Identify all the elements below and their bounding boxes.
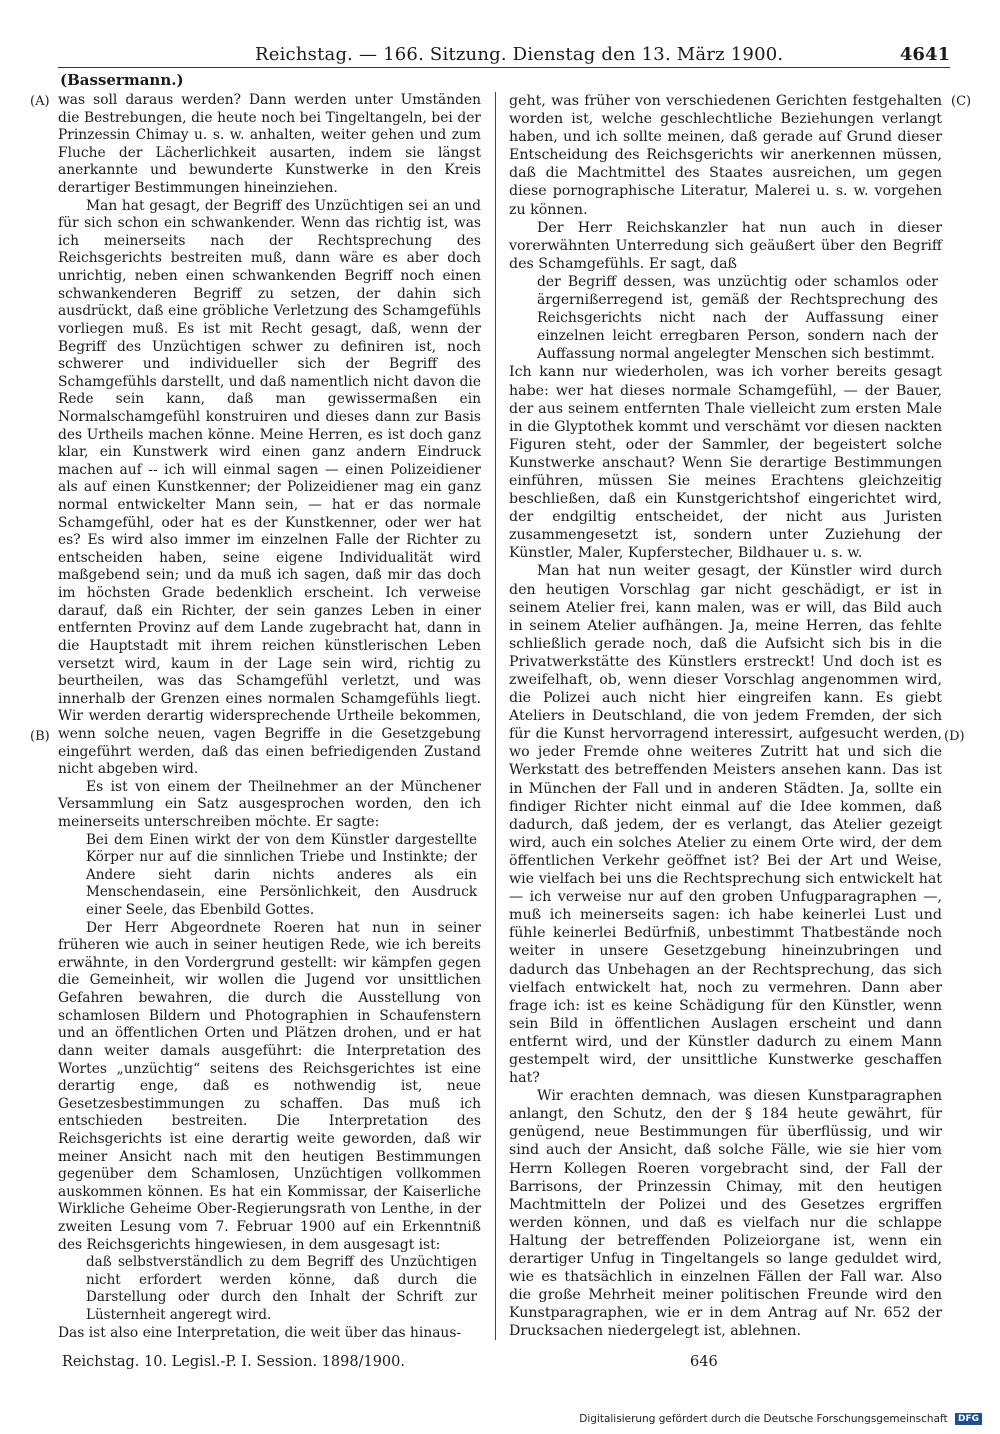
paragraph: Man hat gesagt, der Begriff des Unzüchtigen sei an und für sich schon ein schwankender. Wenn das richtig ist, was ich meinerseits nach der Rechtsprechung des Reichsgerichts bestreiten muß, dann wäre es aber doch unrichtig, neben einen schwankenden Begriff noch einen schwankenderen Begriff zu setzen, der dahin sich ausdrückt, daß eine gröbliche Verletzung des Schamgefühls vorliegen muß. Es ist mit Recht gesagt, daß, wenn der Begriff des Unzüchtigen schwer zu definiren ist, noch schwerer und individueller sich der Begriff des Schamgefühls darstellt, und daß namentlich nicht davon die Rede sein kann, daß man gewissermaßen ein Normalschamgefühl konstruiren und dieses dann zur Basis des Urtheils machen könne. Meine Herren, es ist doch ganz klar, ein Kunstwerk wird einen ganz andern Eindruck machen auf -- ich will einmal sagen — einen Polizeidiener als auf einen Kunstkenner; der Polizeidiener mag ein ganz normal entwickelter Mann sein, — hat er das normale Schamgefühl, oder hat es der Kunstkenner, oder wer hat es? Es wird also immer im einzelnen Falle der Richter zu entscheiden haben, seine eigene Individualität wird maßgebend sein; und da muß ich sagen, daß mir das doch im höchsten Grade bedenklich erscheint. Ich verweise darauf, daß ein Richter, der sein ganzes Leben in einer entfernten Provinz auf dem Lande zugebracht hat, dann in die Hauptstadt mit ihrem reichen künstlerischen Leben versetzt wird, kaum in der Lage sein wird, richtig zu beurtheilen, was das Schamgefühl verletzt, und was innerhalb der Grenzen eines normalen Schamgefühls liegt. Wir werden derartig widersprechende Urtheile bekommen, wenn solche neuen, vagen Begriffe in die Gesetzgebung eingeführt werden, daß das einen befriedigenden Zustand nicht abgeben wird.	[58, 197, 481, 778]
running-title: Reichstag. — 166. Sitzung. Dienstag den 13. März 1900.	[255, 44, 784, 65]
speaker-name: (Bassermann.)	[60, 71, 184, 89]
block-quote: der Begriff dessen, was unzüchtig oder schamlos oder ärgernißerregend ist, gemäß der Rechtsprechung des Reichsgerichts nicht nach der Auffassung einer einzelnen leicht erregbaren Person, sondern nach der Auffassung normal angelegter Menschen sich bestimmt.	[537, 273, 938, 363]
block-quote: daß selbstverständlich zu dem Begriff des Unzüchtigen nicht erfordert werden könne, daß durch die Darstellung oder durch den Inhalt der Schrift zur Lüsternheit angeregt wird.	[86, 1254, 477, 1324]
margin-marker-a: (A)	[30, 94, 50, 109]
digitization-credit	[579, 1413, 982, 1425]
left-column	[58, 92, 481, 1342]
margin-marker-b: (B)	[30, 729, 50, 744]
credit-text: Digitalisierung gefördert durch die Deutsche Forschungsgemeinschaft	[579, 1413, 948, 1425]
paragraph: geht, was früher von verschiedenen Gerichten festgehalten worden ist, welche geschlechtliche Beziehungen verlangt haben, und ich sollte meinen, daß gerade auf Grund dieser Entscheidung des Reichsgerichts wir anerkennen müssen, daß die Machtmittel des Staates ausreichen, um gegen diese pornographische Literatur, Malerei u. s. w. vorgehen zu können.	[509, 93, 942, 218]
header-rule	[58, 67, 950, 68]
paragraph: Wir erachten demnach, was diesen Kunstparagraphen anlangt, den Schutz, den der § 184 heute gewährt, für genügend, neue Bestimmungen für überflüssig, und wir sind auch der Ansicht, daß solche Fälle, wie sie hier vom Herrn Kollegen Roeren vorgebracht sind, der Fall der Barrisons, der Prinzessin Chimay, mit den heutigen Machtmitteln der Polizei und des Gesetzes ergriffen werden können, und daß es vielfach nur die schlappe Haltung der betreffenden Polizeiorgane ist, wenn ein derartiger Unfug in Tingeltangels so lange geduldet wird, wie es thatsächlich in einzelnen Fällen der Fall war. Also die große Mehrheit meiner politischen Freunde wird den Kunstparagraphen, wie er in dem Antrag auf Nr. 652 der Drucksachen niedergelegt ist, ablehnen.	[509, 1088, 942, 1340]
paragraph: Der Herr Reichskanzler hat nun auch in dieser vorerwähnten Unterredung sich geäußert über den Begriff des Schamgefühls. Er sagt, daß	[509, 219, 942, 272]
paragraph: Ich kann nur wiederholen, was ich vorher bereits gesagt habe: wer hat dieses normale Schamgefühl, — der Bauer, der aus seinem entfernten Thale vielleicht zum ersten Male in die Glyptothek kommt und verschämt vor diesen nackten Figuren steht, oder der Sammler, der begeistert solche Kunstwerke anschaut? Wenn Sie derartige Bestimmungen einführen, müssen Sie meines Erachtens gleichzeitig beschließen, daß ein Kunstgerichtshof eingerichtet wird, der endgiltig entscheidet, der nicht aus Juristen zusammengesetzt ist, sondern unter Zuziehung der Künstler, Maler, Kupferstecher, Bildhauer u. s. w.	[509, 364, 942, 562]
margin-marker-d: (D)	[944, 729, 965, 744]
page-number: 4641	[899, 44, 950, 65]
dfg-logo: DFG	[955, 1413, 982, 1425]
paragraph: Man hat nun weiter gesagt, der Künstler wird durch den heutigen Vorschlag gar nicht geschädigt, er ist in seinem Atelier frei, kann malen, was er will, das Bild auch in seinem Atelier aufhängen. Ja, meine Herren, das fehlte schließlich gerade noch, daß die Aufsicht sich bis in die Privatwerkstätte des Künstlers erstreckt! Und doch ist es zweifelhaft, ob, wenn dieser Vorschlag angenommen wird, die Polizei auch nicht hier eingreifen kann. Es giebt Ateliers in Deutschland, die von jedem Fremden, der sich für die Kunst hervorragend interessirt, aufgesucht werden, wo jeder Fremde ohne weiteres Zutritt hat und sich die Werkstatt des betreffenden Meisters ansehen kann. Das ist in München der Fall und in anderen Städten. Ja, sollte ein findiger Richter nicht einmal auf die Idee kommen, daß dadurch, daß jedem, der es verlangt, das Atelier gezeigt wird, auch ein solches Atelier zu einem Orte wird, der dem öffentlichen Verkehr geöffnet ist? Bei der Art und Weise, wie vielfach bei uns die Rechtsprechung sich entwickelt hat — ich verweise nur auf den groben Unfugparagraphen —, muß ich meinerseits sagen: ich habe keinerlei Lust und fühle keinerlei Bedürfniß, unbestimmt Thatbestände noch weiter in unsere Gesetzgebung hineinzubringen und dadurch das Unbehagen an der Rechtsprechung, das sich vielfach entwickelt hat, noch zu vermehren. Dann aber frage ich: ist es keine Schädigung für den Künstler, wenn sein Bild in öffentlichen Auslagen erscheint und dann entfernt wird, und der Künstler dadurch zu einem Mann gestempelt wird, der unsittliche Kunstwerke geschaffen hat?	[509, 563, 942, 1087]
paragraph: was soll daraus werden? Dann werden unter Umständen die Bestrebungen, die heute noch bei Tingeltangeln, bei der Prinzessin Chimay u. s. w. anhalten, weiter gehen und zum Fluche der Lächerlichkeit ausarten, indem sie längst anerkannte und bewunderte Kunstwerke in den Kreis derartiger Bestimmungen hineinziehen.	[58, 92, 481, 197]
paragraph: Der Herr Abgeordnete Roeren hat nun in seiner früheren wie auch in seiner heutigen Rede, wie ich bereits erwähnte, in den Vordergrund gestellt: wir kämpfen gegen die Gemeinheit, wir wollen die Jugend vor unsittlichen Gefahren bewahren, die durch die Ausstellung von schamlosen Bildern und Photographien in Schaufenstern und an öffentlichen Orten und Plätzen drohen, und er hat dann weiter damals ausgeführt: die Interpretation des Wortes „unzüchtig“ seitens des Reichsgerichtes ist eine derartig enge, daß es nothwendig ist, neue Gesetzesbestimmungen zu schaffen. Das muß ich entschieden bestreiten. Die Interpretation des Reichsgerichts ist eine derartig weite geworden, daß wir meiner Ansicht nach mit den heutigen Bestimmungen gegenüber dem Schamlosen, Unzüchtigen vollkommen auskommen können. Es hat ein Kommissar, der Kaiserliche Wirkliche Geheime Ober-Regierungsrath von Lenthe, in der zweiten Lesung vom 7. Februar 1900 auf ein Erkenntniß des Reichsgerichts hingewiesen, in dem ausgesagt ist:	[58, 919, 481, 1253]
footer-sheet-number: 646	[690, 1354, 718, 1370]
paragraph: Das ist also eine Interpretation, die weit über das hinaus-	[58, 1324, 462, 1341]
margin-marker-c: (C)	[951, 94, 972, 109]
block-quote: Bei dem Einen wirkt der von dem Künstler dargestellte Körper nur auf die sinnlichen Triebe und Instinkte; der Andere sieht darin nichts anderes als ein Menschendasein, eine Persönlichkeit, den Ausdruck einer Seele, das Ebenbild Gottes.	[86, 831, 477, 919]
footer-session: Reichstag. 10. Legisl.-P. I. Session. 1898/1900.	[62, 1354, 405, 1370]
paragraph: Es ist von einem der Theilnehmer an der Münchener Versammlung ein Satz ausgesprochen worden, den ich meinerseits unterschreiben möchte. Er sagte:	[58, 778, 481, 830]
right-column	[509, 92, 942, 1340]
column-divider	[495, 92, 496, 1340]
